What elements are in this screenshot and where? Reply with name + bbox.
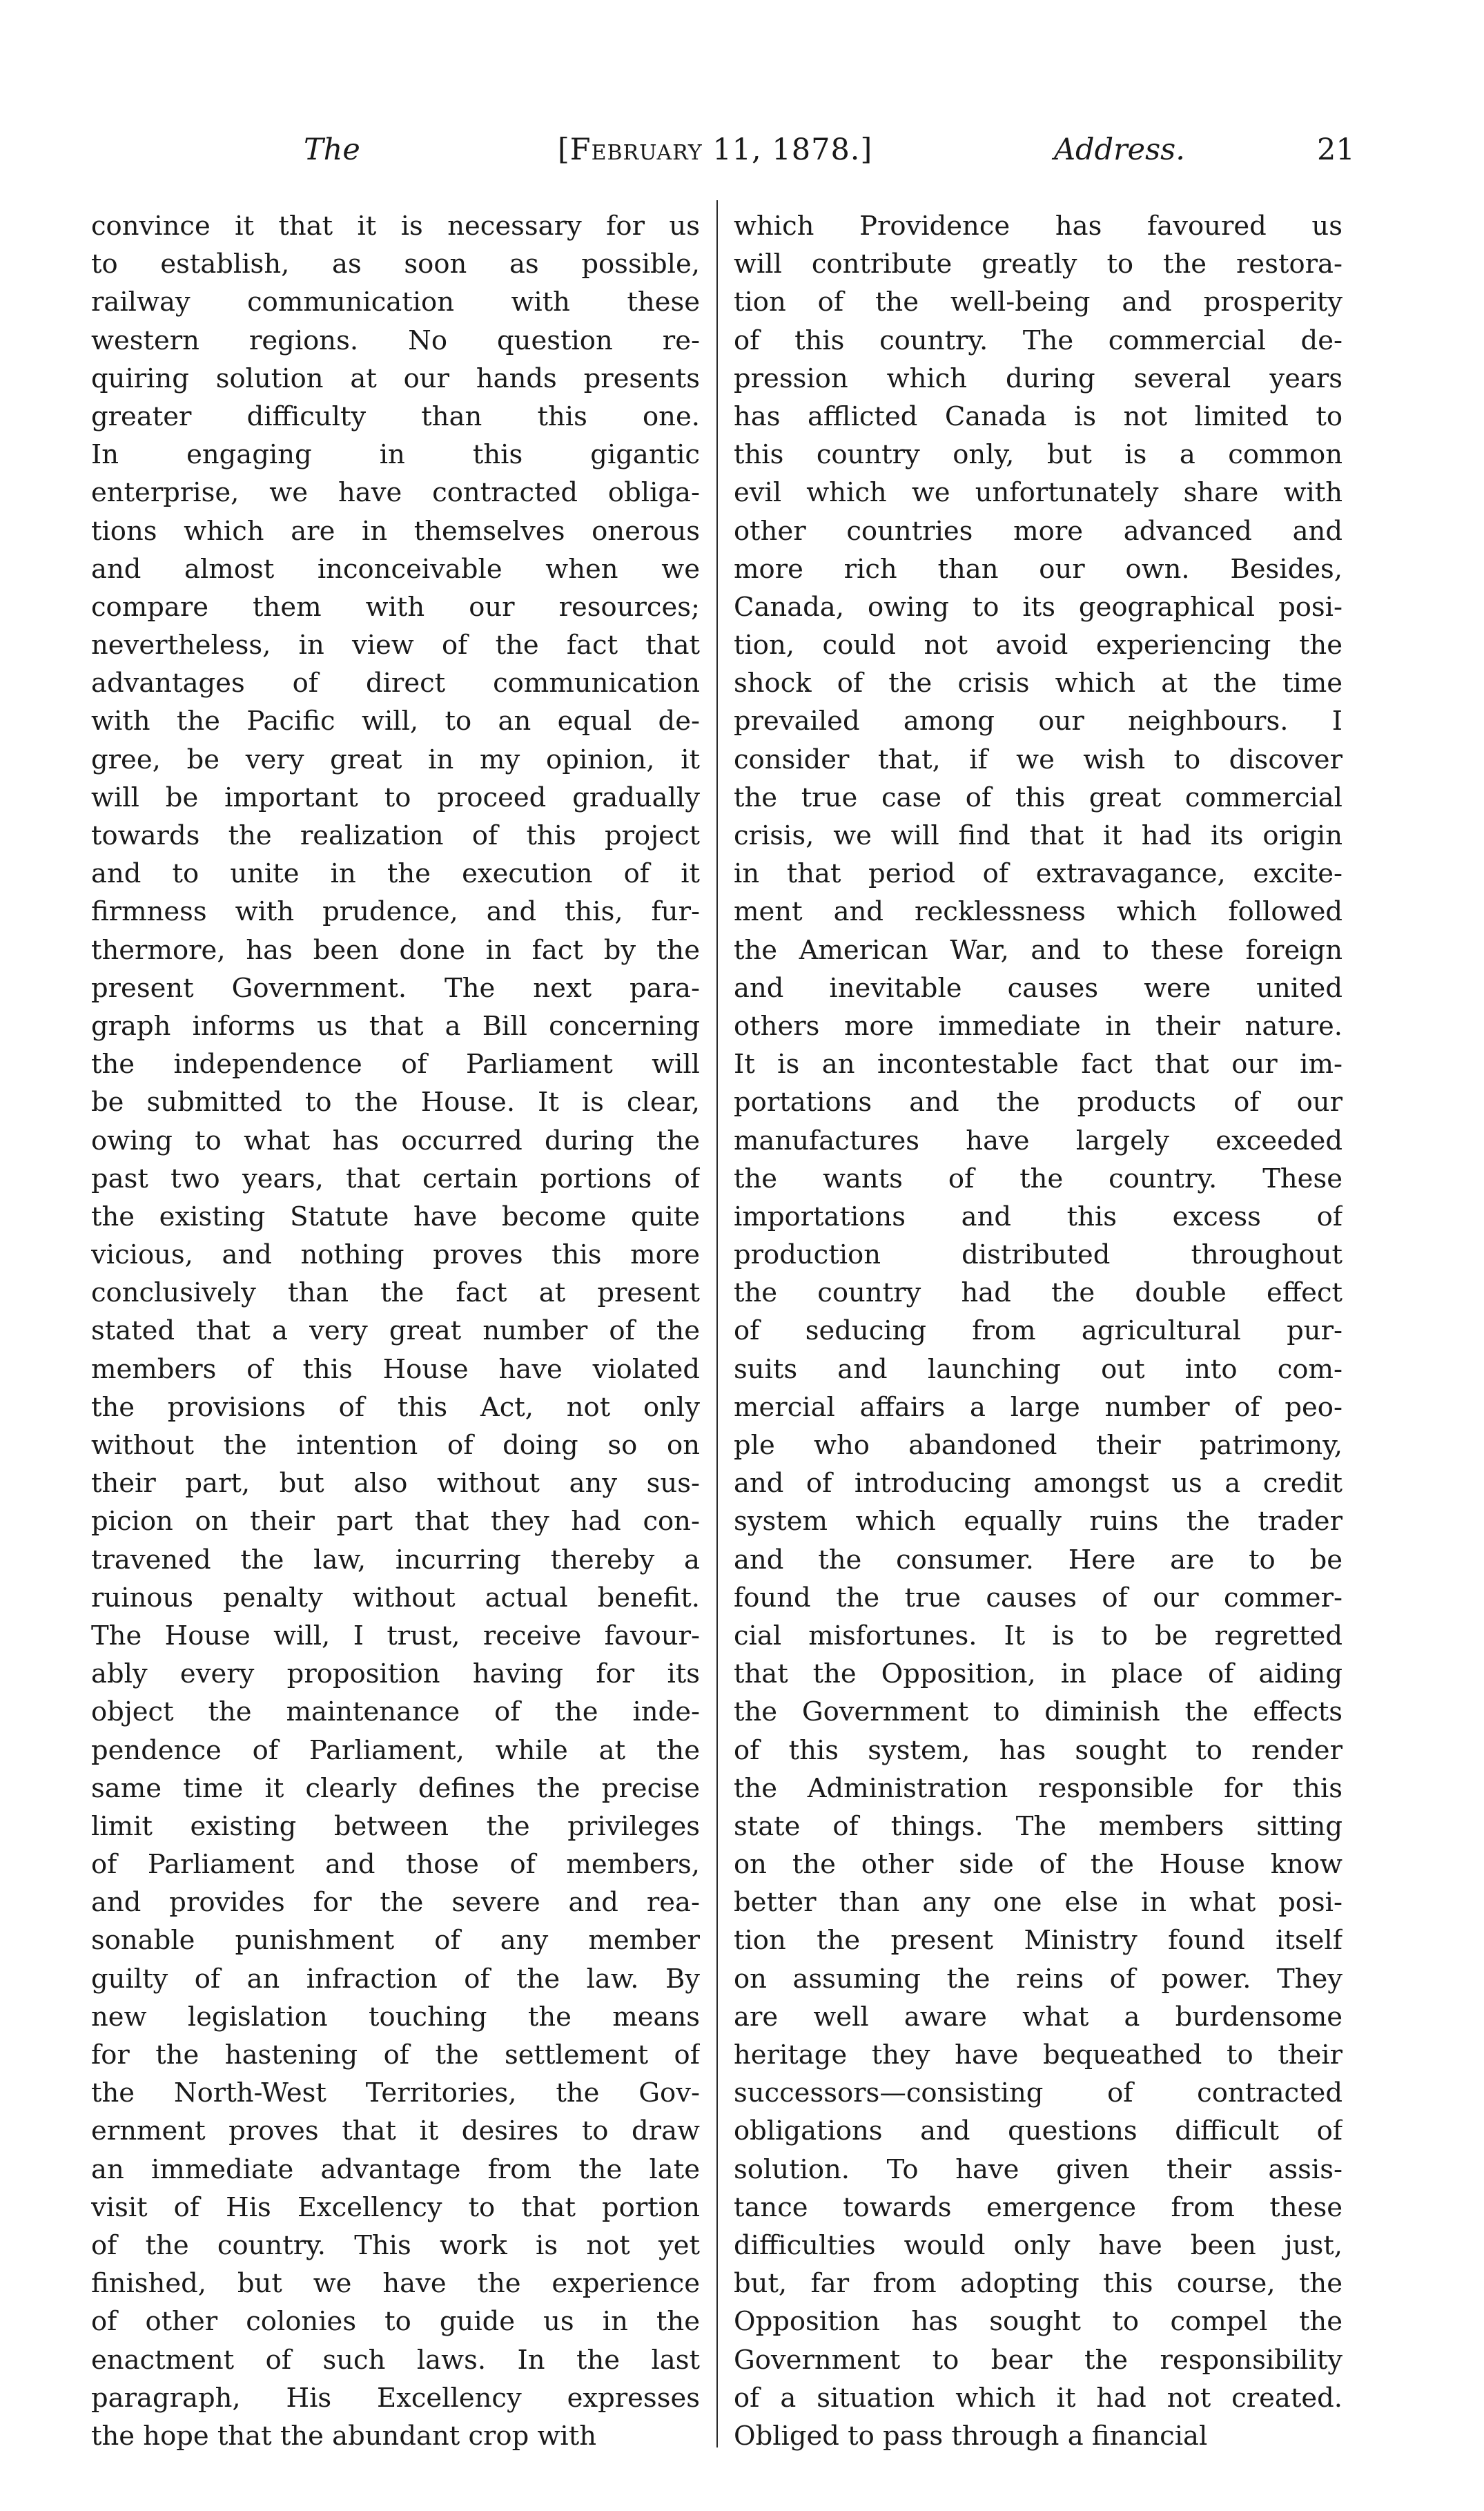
left-column-line: ernment proves that it desires to draw [91,2115,700,2147]
right-column-line: Canada, owing to its geographical posi- [734,591,1343,623]
right-column-line: It is an incontestable fact that our im- [734,1049,1343,1080]
left-column-line: compare them with our resources; [91,591,700,623]
left-column-line: the North-West Territories, the Gov- [91,2077,700,2109]
right-column-line: system which equally ruins the trader [734,1506,1343,1538]
right-column-line: better than any one else in what posi- [734,1887,1343,1919]
left-column-line: be submitted to the House. It is clear, [91,1087,700,1118]
left-column-line: firmness with prudence, and this, fur- [91,896,700,928]
left-column-line: past two years, that certain portions of [91,1163,700,1194]
right-column-line: and inevitable causes were united [734,972,1343,1004]
left-column-line: visit of His Excellency to that portion [91,2191,700,2223]
right-column-line: other countries more advanced and [734,515,1343,547]
left-column-line: guilty of an infraction of the law. By [91,1963,700,1995]
left-column-line: members of this House have violated [91,1353,700,1385]
right-column-line: heritage they have bequeathed to their [734,2039,1343,2071]
right-column-line: state of things. The members sitting [734,1810,1343,1842]
right-column-line: tion, could not avoid experiencing the [734,630,1343,661]
right-column-line: the Government to diminish the effects [734,1696,1343,1728]
left-column-line: for the hastening of the settlement of [91,2039,700,2071]
left-column-line: picion on their part that they had con- [91,1506,700,1538]
left-column-line: owing to what has occurred during the [91,1125,700,1156]
right-column-line: more rich than our own. Besides, [734,553,1343,585]
right-column-line: ment and recklessness which followed [734,896,1343,928]
right-column-line: importations and this excess of [734,1201,1343,1232]
right-column-line: of a situation which it had not created. [734,2382,1343,2414]
left-column-line: and to unite in the execution of it [91,858,700,890]
right-column-line: crisis, we will find that it had its origin [734,820,1343,851]
right-column-line: suits and launching out into com- [734,1353,1343,1385]
left-column-line: tions which are in themselves onerous [91,515,700,547]
left-column-line: to establish, as soon as possible, [91,249,700,280]
left-column-line: sonable punishment of any member [91,1925,700,1957]
right-column-line: on the other side of the House know [734,1849,1343,1881]
right-column-line: that the Opposition, in place of aiding [734,1658,1343,1690]
right-column-line: Opposition has sought to compel the [734,2306,1343,2338]
left-column-line: an immediate advantage from the late [91,2153,700,2185]
right-column-line: the Administration responsible for this [734,1772,1343,1804]
left-column-line: The House will, I trust, receive favour- [91,1620,700,1651]
right-column-line: solution. To have given their assis- [734,2153,1343,2185]
right-column-line: which Providence has favoured us [734,211,1343,242]
right-column-line: others more immediate in their nature. [734,1010,1343,1042]
right-column-line: tion of the well-being and prosperity [734,287,1343,318]
left-column-line: stated that a very great number of the [91,1315,700,1347]
right-column-line: ple who abandoned their patrimony, [734,1430,1343,1461]
left-column-line: In engaging in this gigantic [91,439,700,471]
header-right-title: Address. [1054,133,1185,167]
right-column-line: the American War, and to these foreign [734,934,1343,966]
left-column-line: and provides for the severe and rea- [91,1887,700,1919]
right-column-line: obligations and questions difficult of [734,2115,1343,2147]
right-column-line: of this system, has sought to render [734,1734,1343,1766]
right-column-line: are well aware what a burdensome [734,2001,1343,2033]
header-date-suffix: 11, 1878.] [702,133,873,167]
right-column-line: on assuming the reins of power. They [734,1963,1343,1995]
header-date [558,133,872,167]
right-column-line: tance towards emergence from these [734,2191,1343,2223]
header-left-title: The [304,133,360,167]
right-column-line: in that period of extravagance, excite- [734,858,1343,890]
right-column-line: the wants of the country. These [734,1163,1343,1194]
right-column [734,207,1343,2455]
right-column-line: shock of the crisis which at the time [734,668,1343,699]
left-column-line: nevertheless, in view of the fact that [91,630,700,661]
left-column-line: graph informs us that a Bill concerning [91,1010,700,1042]
right-column-line: difficulties would only have been just, [734,2229,1343,2261]
left-column-line: towards the realization of this project [91,820,700,851]
right-column-line: of seducing from agricultural pur- [734,1315,1343,1347]
left-column-line: finished, but we have the experience [91,2268,700,2300]
right-column-line: successors—consisting of contracted [734,2077,1343,2109]
left-column-line: gree, be very great in my opinion, it [91,744,700,775]
right-column-line: prevailed among our neighbours. I [734,706,1343,737]
left-column-line: of other colonies to guide us in the [91,2306,700,2338]
right-column-line: found the true causes of our commer- [734,1582,1343,1613]
left-column-line: same time it clearly defines the precise [91,1772,700,1804]
left-column-line: enactment of such laws. In the last [91,2344,700,2376]
left-column-line: the independence of Parliament will [91,1049,700,1080]
left-column-line: greater difficulty than this one. [91,400,700,432]
left-column-line: present Government. The next para- [91,972,700,1004]
right-column-line: consider that, if we wish to discover [734,744,1343,775]
left-column-line: quiring solution at our hands presents [91,362,700,394]
right-column-line: pression which during several years [734,362,1343,394]
left-column-line: will be important to proceed gradually [91,782,700,813]
right-column-line: manufactures have largely exceeded [734,1125,1343,1156]
right-column-line: and the consumer. Here are to be [734,1544,1343,1576]
running-header [0,133,1484,181]
left-column-line: and almost inconceivable when we [91,553,700,585]
left-column-line: paragraph, His Excellency expresses [91,2382,700,2414]
right-column-line: production distributed throughout [734,1239,1343,1271]
right-column-line: evil which we unfortunately share with [734,477,1343,509]
left-column-line: vicious, and nothing proves this more [91,1239,700,1271]
column-divider [716,200,718,2447]
left-column-line: new legislation touching the means [91,2001,700,2033]
left-column-line: of Parliament and those of members, [91,1849,700,1881]
left-column-line: pendence of Parliament, while at the [91,1734,700,1766]
right-column-line: Government to bear the responsibility [734,2344,1343,2376]
left-column-line: ably every proposition having for its [91,1658,700,1690]
right-column-line: cial misfortunes. It is to be regretted [734,1620,1343,1651]
left-column-line: thermore, has been done in fact by the [91,934,700,966]
right-column-line: has afflicted Canada is not limited to [734,400,1343,432]
right-column-line: the true case of this great commercial [734,782,1343,813]
right-column-line: but, far from adopting this course, the [734,2268,1343,2300]
left-column-line: the existing Statute have become quite [91,1201,700,1232]
header-date-prefix: [ [558,133,570,167]
left-column-line: with the Pacific will, to an equal de- [91,706,700,737]
left-column-line: their part, but also without any sus- [91,1468,700,1500]
left-column-line: object the maintenance of the inde- [91,1696,700,1728]
header-month: February [569,133,703,167]
right-column-line: portations and the products of our [734,1087,1343,1118]
right-column-line: mercial affairs a large number of peo- [734,1391,1343,1423]
right-column-line: the country had the double effect [734,1277,1343,1309]
left-column [91,207,700,2455]
right-column-line: will contribute greatly to the restora- [734,249,1343,280]
left-column-line: convince it that it is necessary for us [91,211,700,242]
left-column-line: limit existing between the privileges [91,1810,700,1842]
left-column-line: without the intention of doing so on [91,1430,700,1461]
right-column-line: of this country. The commercial de- [734,324,1343,356]
right-column-line: this country only, but is a common [734,439,1343,471]
left-column-line: of the country. This work is not yet [91,2229,700,2261]
left-column-line: travened the law, incurring thereby a [91,1544,700,1576]
left-column-line: railway communication with these [91,287,700,318]
left-column-line: conclusively than the fact at present [91,1277,700,1309]
left-column-line: advantages of direct communication [91,668,700,699]
left-column-line: western regions. No question re- [91,324,700,356]
right-column-line: Obliged to pass through a financial [734,2420,1208,2452]
left-column-line: ruinous penalty without actual benefit. [91,1582,700,1613]
left-column-line: the provisions of this Act, not only [91,1391,700,1423]
right-column-line: tion the present Ministry found itself [734,1925,1343,1957]
page-number: 21 [1317,133,1355,167]
left-column-line: enterprise, we have contracted obliga- [91,477,700,509]
left-column-line: the hope that the abundant crop with [91,2420,597,2452]
right-column-line: and of introducing amongst us a credit [734,1468,1343,1500]
